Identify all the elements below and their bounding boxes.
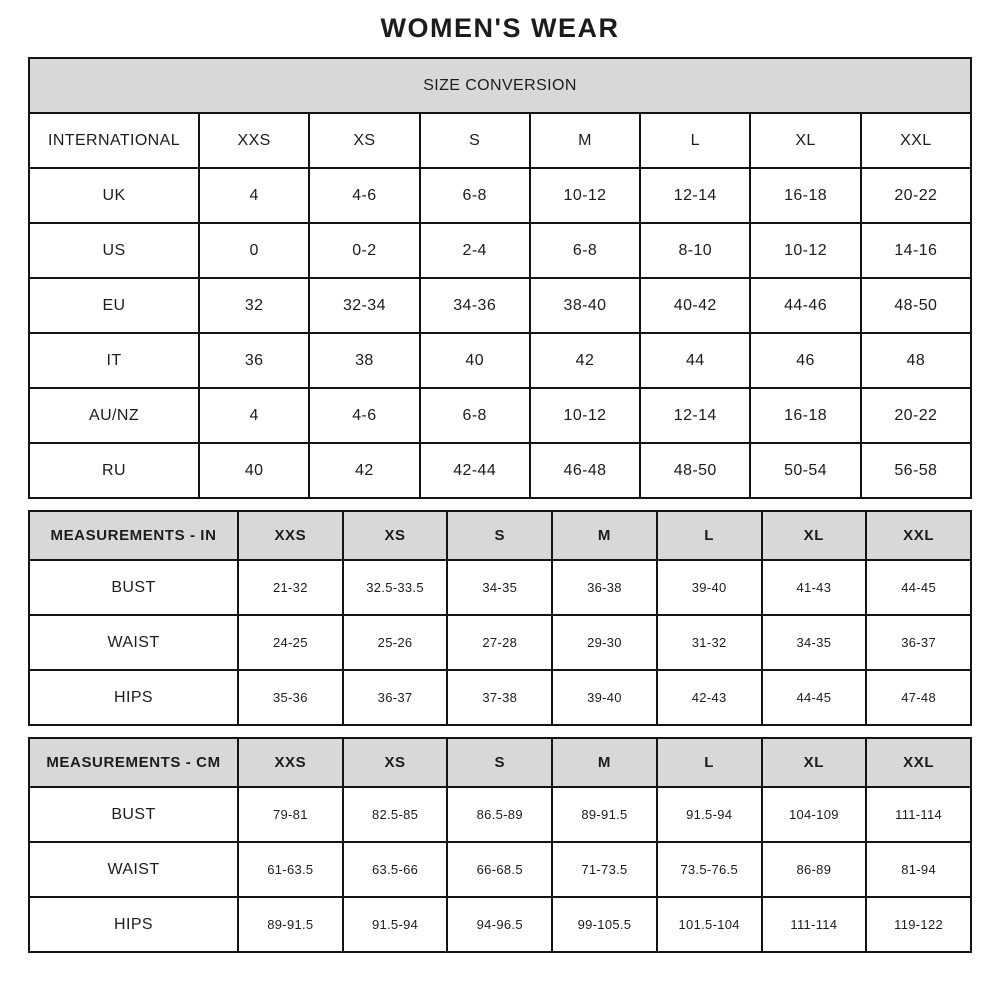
value-cell: 42 [309,443,419,498]
size-column-header-s: S [447,738,552,787]
row-label: WAIST [29,842,238,897]
size-column-header-xxl: XXL [861,113,971,168]
row-header-label: INTERNATIONAL [29,113,199,168]
value-cell: 42-43 [657,670,762,725]
row-label: US [29,223,199,278]
size-column-header-s: S [420,113,530,168]
table-row-it [29,333,971,388]
row-label: BUST [29,560,238,615]
size-column-header-xxs: XXS [238,738,343,787]
value-cell: 24-25 [238,615,343,670]
row-label: HIPS [29,670,238,725]
value-cell: 10-12 [530,388,640,443]
value-cell: 48-50 [861,278,971,333]
value-cell: 34-35 [762,615,867,670]
row-label: UK [29,168,199,223]
value-cell: 111-114 [762,897,867,952]
value-cell: 66-68.5 [447,842,552,897]
value-cell: 44-45 [762,670,867,725]
value-cell: 94-96.5 [447,897,552,952]
size-column-header-xxl: XXL [866,511,971,560]
value-cell: 4-6 [309,388,419,443]
table-row-us [29,223,971,278]
size-column-header-xs: XS [343,738,448,787]
row-label: EU [29,278,199,333]
value-cell: 34-36 [420,278,530,333]
value-cell: 29-30 [552,615,657,670]
value-cell: 89-91.5 [238,897,343,952]
value-cell: 27-28 [447,615,552,670]
size-column-header-xs: XS [309,113,419,168]
value-cell: 40 [420,333,530,388]
value-cell: 48 [861,333,971,388]
value-cell: 6-8 [530,223,640,278]
value-cell: 4 [199,168,309,223]
value-cell: 91.5-94 [343,897,448,952]
value-cell: 104-109 [762,787,867,842]
size-column-header-xl: XL [762,511,867,560]
value-cell: 38 [309,333,419,388]
size-column-header-xs: XS [343,511,448,560]
table-caption: SIZE CONVERSION [29,58,971,113]
value-cell: 81-94 [866,842,971,897]
value-cell: 0 [199,223,309,278]
table-caption-row [29,58,971,113]
value-cell: 12-14 [640,168,750,223]
value-cell: 46-48 [530,443,640,498]
row-label: HIPS [29,897,238,952]
value-cell: 6-8 [420,388,530,443]
value-cell: 86-89 [762,842,867,897]
value-cell: 36 [199,333,309,388]
table-row-bust [29,787,971,842]
value-cell: 42 [530,333,640,388]
value-cell: 40 [199,443,309,498]
value-cell: 12-14 [640,388,750,443]
value-cell: 38-40 [530,278,640,333]
column-header-row [29,511,971,560]
value-cell: 89-91.5 [552,787,657,842]
value-cell: 44-45 [866,560,971,615]
table-row-hips [29,670,971,725]
size-column-header-xl: XL [762,738,867,787]
size-column-header-xxs: XXS [199,113,309,168]
value-cell: 0-2 [309,223,419,278]
value-cell: 79-81 [238,787,343,842]
value-cell: 101.5-104 [657,897,762,952]
value-cell: 20-22 [861,168,971,223]
table-gap [28,499,972,510]
value-cell: 2-4 [420,223,530,278]
value-cell: 39-40 [657,560,762,615]
size-column-header-xl: XL [750,113,860,168]
value-cell: 36-38 [552,560,657,615]
size-column-header-l: L [657,511,762,560]
row-label: WAIST [29,615,238,670]
value-cell: 44-46 [750,278,860,333]
value-cell: 35-36 [238,670,343,725]
table-row-hips [29,897,971,952]
table-row-uk [29,168,971,223]
row-label: BUST [29,787,238,842]
value-cell: 99-105.5 [552,897,657,952]
value-cell: 36-37 [343,670,448,725]
value-cell: 46 [750,333,860,388]
table-row-waist [29,615,971,670]
column-header-row [29,738,971,787]
row-label: RU [29,443,199,498]
table-row-bust [29,560,971,615]
size-column-header-m: M [552,511,657,560]
size-chart-page [28,0,972,953]
table-title-cell: MEASUREMENTS - CM [29,738,238,787]
value-cell: 32-34 [309,278,419,333]
value-cell: 41-43 [762,560,867,615]
value-cell: 40-42 [640,278,750,333]
value-cell: 31-32 [657,615,762,670]
value-cell: 111-114 [866,787,971,842]
value-cell: 25-26 [343,615,448,670]
value-cell: 6-8 [420,168,530,223]
row-label: IT [29,333,199,388]
table-row-waist [29,842,971,897]
value-cell: 20-22 [861,388,971,443]
value-cell: 56-58 [861,443,971,498]
value-cell: 34-35 [447,560,552,615]
size-column-header-xxl: XXL [866,738,971,787]
value-cell: 47-48 [866,670,971,725]
value-cell: 8-10 [640,223,750,278]
table-title-cell: MEASUREMENTS - IN [29,511,238,560]
value-cell: 14-16 [861,223,971,278]
table-row-ru [29,443,971,498]
value-cell: 21-32 [238,560,343,615]
size-conversion-table [28,57,972,499]
value-cell: 73.5-76.5 [657,842,762,897]
value-cell: 42-44 [420,443,530,498]
table-gap [28,726,972,737]
value-cell: 44 [640,333,750,388]
size-column-header-l: L [640,113,750,168]
measurements-in-table [28,510,972,726]
value-cell: 71-73.5 [552,842,657,897]
table-row-eu [29,278,971,333]
value-cell: 37-38 [447,670,552,725]
value-cell: 4-6 [309,168,419,223]
value-cell: 36-37 [866,615,971,670]
value-cell: 16-18 [750,388,860,443]
value-cell: 16-18 [750,168,860,223]
value-cell: 50-54 [750,443,860,498]
value-cell: 4 [199,388,309,443]
value-cell: 32 [199,278,309,333]
value-cell: 32.5-33.5 [343,560,448,615]
value-cell: 39-40 [552,670,657,725]
measurements-cm-table [28,737,972,953]
row-label: AU/NZ [29,388,199,443]
column-header-row [29,113,971,168]
value-cell: 61-63.5 [238,842,343,897]
value-cell: 10-12 [750,223,860,278]
size-column-header-l: L [657,738,762,787]
value-cell: 86.5-89 [447,787,552,842]
value-cell: 10-12 [530,168,640,223]
page-title: WOMEN'S WEAR [380,13,620,43]
size-column-header-s: S [447,511,552,560]
value-cell: 82.5-85 [343,787,448,842]
value-cell: 63.5-66 [343,842,448,897]
value-cell: 48-50 [640,443,750,498]
size-column-header-m: M [530,113,640,168]
table-row-au-nz [29,388,971,443]
size-column-header-m: M [552,738,657,787]
size-column-header-xxs: XXS [238,511,343,560]
value-cell: 91.5-94 [657,787,762,842]
value-cell: 119-122 [866,897,971,952]
